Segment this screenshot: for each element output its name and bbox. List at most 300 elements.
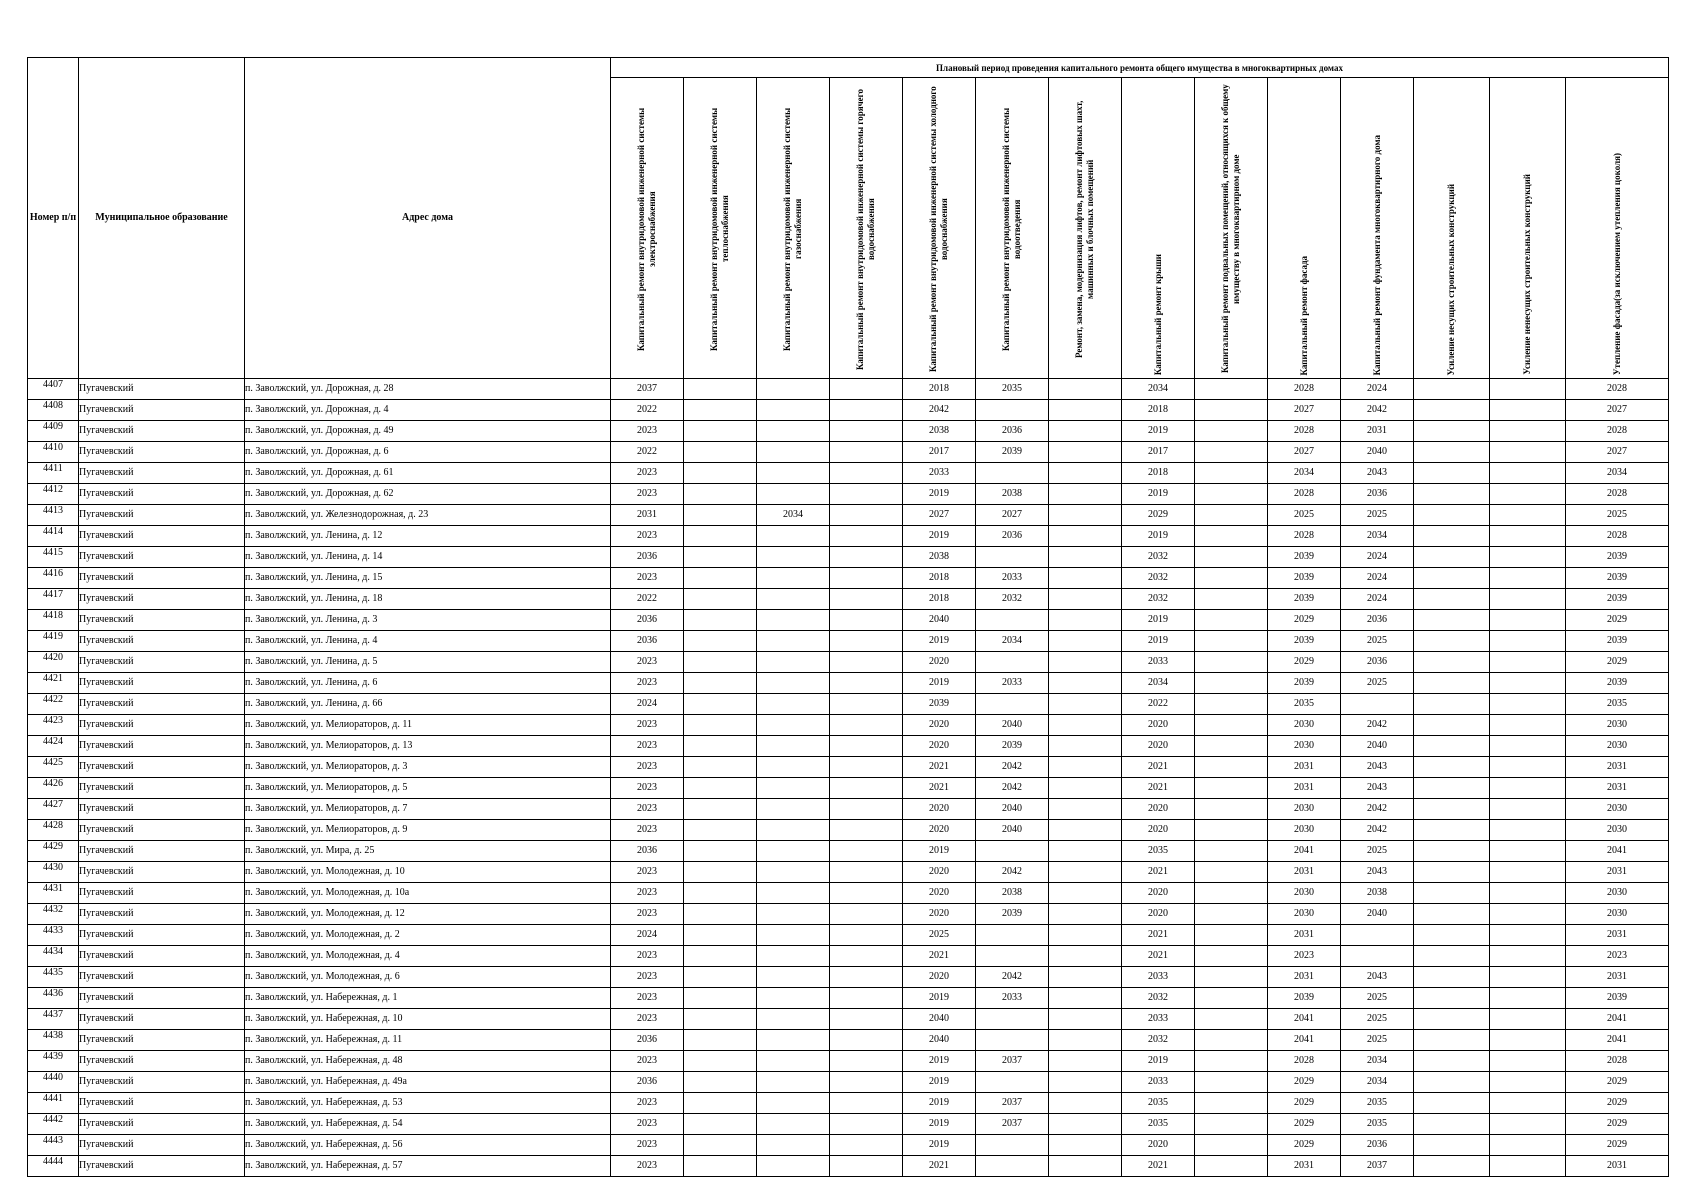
- year-cell: 2023: [611, 862, 684, 883]
- year-cell: 2034: [1566, 463, 1669, 484]
- year-cell: 2033: [1122, 967, 1195, 988]
- year-cell: 2032: [1122, 589, 1195, 610]
- row-number-cell: 4443: [28, 1135, 79, 1156]
- year-cell: 2041: [1268, 1030, 1341, 1051]
- year-cell: [1195, 862, 1268, 883]
- table-row: [28, 484, 1669, 505]
- municipality-cell: Пугачевский: [79, 1093, 245, 1114]
- year-cell: [684, 526, 757, 547]
- row-number-cell: 4414: [28, 526, 79, 547]
- year-cell: 2036: [1341, 1135, 1414, 1156]
- year-cell: [1490, 1009, 1566, 1030]
- year-cell: 2039: [1566, 631, 1669, 652]
- year-cell: [830, 547, 903, 568]
- year-cell: [1195, 1093, 1268, 1114]
- municipality-cell: Пугачевский: [79, 463, 245, 484]
- year-cell: [1049, 484, 1122, 505]
- year-cell: [757, 442, 830, 463]
- year-cell: 2025: [1341, 1030, 1414, 1051]
- year-cell: 2039: [1268, 988, 1341, 1009]
- year-cell: 2029: [1268, 610, 1341, 631]
- year-cell: 2021: [903, 757, 976, 778]
- year-cell: 2034: [1122, 379, 1195, 400]
- row-number-cell: 4428: [28, 820, 79, 841]
- address-cell: п. Заволжский, ул. Ленина, д. 66: [245, 694, 611, 715]
- year-cell: 2039: [1268, 547, 1341, 568]
- row-number-cell: 4439: [28, 1051, 79, 1072]
- year-cell: [1414, 505, 1490, 526]
- year-cell: 2023: [611, 799, 684, 820]
- year-cell: 2028: [1268, 379, 1341, 400]
- year-cell: 2031: [611, 505, 684, 526]
- year-cell: [684, 1051, 757, 1072]
- year-cell: 2020: [903, 862, 976, 883]
- address-cell: п. Заволжский, ул. Молодежная, д. 6: [245, 967, 611, 988]
- year-cell: [830, 925, 903, 946]
- year-cell: 2041: [1566, 1030, 1669, 1051]
- year-cell: [1490, 1030, 1566, 1051]
- year-cell: [1049, 526, 1122, 547]
- year-cell: [1490, 547, 1566, 568]
- address-cell: п. Заволжский, ул. Набережная, д. 49а: [245, 1072, 611, 1093]
- year-cell: 2038: [903, 547, 976, 568]
- address-cell: п. Заволжский, ул. Мелиораторов, д. 3: [245, 757, 611, 778]
- year-cell: 2023: [611, 1156, 684, 1177]
- year-cell: [757, 547, 830, 568]
- year-cell: [757, 736, 830, 757]
- year-cell: [684, 1093, 757, 1114]
- year-cell: [684, 484, 757, 505]
- municipality-cell: Пугачевский: [79, 631, 245, 652]
- year-cell: 2024: [611, 925, 684, 946]
- year-cell: 2023: [611, 568, 684, 589]
- year-cell: 2021: [903, 946, 976, 967]
- year-cell: [1414, 820, 1490, 841]
- table-row: [28, 631, 1669, 652]
- year-cell: 2030: [1268, 883, 1341, 904]
- year-cell: [830, 442, 903, 463]
- plan-period-header: Плановый период проведения капитального ремонта общего имущества в многоквартирных домах: [611, 58, 1669, 78]
- year-cell: [684, 589, 757, 610]
- year-cell: [830, 904, 903, 925]
- year-cell: 2030: [1566, 883, 1669, 904]
- year-cell: [684, 652, 757, 673]
- year-cell: 2025: [1341, 631, 1414, 652]
- address-cell: п. Заволжский, ул. Дорожная, д. 6: [245, 442, 611, 463]
- year-cell: [976, 463, 1049, 484]
- municipality-cell: Пугачевский: [79, 379, 245, 400]
- year-cell: [830, 988, 903, 1009]
- year-cell: [830, 484, 903, 505]
- year-cell: 2040: [903, 1009, 976, 1030]
- year-cell: 2023: [1566, 946, 1669, 967]
- year-cell: 2021: [1122, 946, 1195, 967]
- table-row: [28, 715, 1669, 736]
- year-cell: 2028: [1566, 1051, 1669, 1072]
- year-cell: [1414, 883, 1490, 904]
- row-number-cell: 4416: [28, 568, 79, 589]
- year-cell: 2019: [1122, 526, 1195, 547]
- year-cell: [1049, 988, 1122, 1009]
- year-cell: 2031: [1268, 925, 1341, 946]
- year-cell: 2028: [1268, 484, 1341, 505]
- year-cell: 2030: [1268, 715, 1341, 736]
- year-cell: [830, 757, 903, 778]
- row-number-cell: 4432: [28, 904, 79, 925]
- municipality-cell: Пугачевский: [79, 736, 245, 757]
- year-cell: [1049, 568, 1122, 589]
- year-cell: 2035: [1122, 1093, 1195, 1114]
- year-cell: 2027: [1268, 442, 1341, 463]
- year-cell: 2023: [611, 463, 684, 484]
- year-cell: [757, 1072, 830, 1093]
- year-cell: 2023: [611, 1009, 684, 1030]
- row-number-cell: 4440: [28, 1072, 79, 1093]
- number-column-header: Номер п/п: [28, 58, 79, 379]
- year-cell: 2020: [1122, 904, 1195, 925]
- year-cell: [1195, 967, 1268, 988]
- year-cell: [757, 757, 830, 778]
- year-cell: 2034: [1341, 526, 1414, 547]
- year-cell: [1049, 1051, 1122, 1072]
- year-cell: 2035: [976, 379, 1049, 400]
- year-cell: 2019: [1122, 631, 1195, 652]
- year-cell: [976, 1135, 1049, 1156]
- year-cell: [684, 1135, 757, 1156]
- table-row: [28, 526, 1669, 547]
- row-number-cell: 4413: [28, 505, 79, 526]
- year-cell: [684, 694, 757, 715]
- year-cell: [1195, 379, 1268, 400]
- year-cell: 2040: [1341, 904, 1414, 925]
- year-cell: [830, 631, 903, 652]
- year-cell: 2040: [976, 820, 1049, 841]
- year-cell: 2029: [1268, 1114, 1341, 1135]
- year-cell: 2019: [903, 841, 976, 862]
- year-cell: [830, 673, 903, 694]
- year-cell: 2036: [1341, 484, 1414, 505]
- table-row: [28, 841, 1669, 862]
- year-cell: [1049, 1114, 1122, 1135]
- row-number-cell: 4407: [28, 379, 79, 400]
- year-cell: 2035: [1268, 694, 1341, 715]
- municipality-cell: Пугачевский: [79, 883, 245, 904]
- year-cell: 2029: [1566, 1114, 1669, 1135]
- year-cell: [1490, 631, 1566, 652]
- year-cell: [1414, 589, 1490, 610]
- row-number-cell: 4431: [28, 883, 79, 904]
- table-row: [28, 1051, 1669, 1072]
- year-cell: [976, 1156, 1049, 1177]
- table-row: [28, 967, 1669, 988]
- work-type-column-header: [1195, 78, 1268, 379]
- year-cell: 2025: [903, 925, 976, 946]
- year-cell: [757, 1135, 830, 1156]
- year-cell: [830, 1114, 903, 1135]
- year-cell: [1195, 568, 1268, 589]
- year-cell: 2038: [1341, 883, 1414, 904]
- work-type-label: Капитальный ремонт внутридомовой инженерной системы газоснабжения: [782, 107, 803, 351]
- year-cell: 2030: [1268, 904, 1341, 925]
- year-cell: [1490, 862, 1566, 883]
- work-type-column-header: [976, 78, 1049, 379]
- year-cell: [684, 946, 757, 967]
- year-cell: [1049, 820, 1122, 841]
- municipality-cell: Пугачевский: [79, 400, 245, 421]
- table-row: [28, 400, 1669, 421]
- year-cell: [684, 1114, 757, 1135]
- row-number-cell: 4438: [28, 1030, 79, 1051]
- table-row: [28, 1156, 1669, 1177]
- address-cell: п. Заволжский, ул. Дорожная, д. 4: [245, 400, 611, 421]
- year-cell: [684, 862, 757, 883]
- year-cell: [1049, 400, 1122, 421]
- year-cell: 2029: [1566, 1072, 1669, 1093]
- year-cell: 2020: [903, 715, 976, 736]
- year-cell: 2021: [1122, 778, 1195, 799]
- year-cell: 2029: [1566, 1135, 1669, 1156]
- address-cell: п. Заволжский, ул. Ленина, д. 15: [245, 568, 611, 589]
- year-cell: [1490, 925, 1566, 946]
- year-cell: 2023: [611, 652, 684, 673]
- row-number-cell: 4410: [28, 442, 79, 463]
- year-cell: [830, 652, 903, 673]
- year-cell: [757, 1156, 830, 1177]
- year-cell: 2021: [1122, 1156, 1195, 1177]
- work-type-label: Капитальный ремонт фасада: [1298, 255, 1309, 375]
- year-cell: 2022: [611, 442, 684, 463]
- municipality-cell: Пугачевский: [79, 1009, 245, 1030]
- year-cell: [830, 799, 903, 820]
- address-cell: п. Заволжский, ул. Молодежная, д. 10а: [245, 883, 611, 904]
- municipality-cell: Пугачевский: [79, 799, 245, 820]
- year-cell: 2023: [611, 526, 684, 547]
- year-cell: 2019: [1122, 1051, 1195, 1072]
- year-cell: [1195, 1156, 1268, 1177]
- year-cell: [1195, 400, 1268, 421]
- year-cell: [1414, 757, 1490, 778]
- year-cell: [757, 967, 830, 988]
- year-cell: 2019: [903, 484, 976, 505]
- year-cell: 2041: [1268, 1009, 1341, 1030]
- year-cell: 2020: [903, 883, 976, 904]
- municipality-cell: Пугачевский: [79, 820, 245, 841]
- year-cell: [1049, 1030, 1122, 1051]
- table-row: [28, 568, 1669, 589]
- year-cell: 2033: [976, 673, 1049, 694]
- year-cell: 2021: [903, 1156, 976, 1177]
- municipality-cell: Пугачевский: [79, 526, 245, 547]
- year-cell: 2023: [611, 967, 684, 988]
- year-cell: 2039: [1268, 673, 1341, 694]
- year-cell: [1049, 841, 1122, 862]
- address-cell: п. Заволжский, ул. Ленина, д. 14: [245, 547, 611, 568]
- year-cell: 2037: [1341, 1156, 1414, 1177]
- year-cell: [1195, 778, 1268, 799]
- work-type-column-header: [1049, 78, 1122, 379]
- year-cell: 2029: [1122, 505, 1195, 526]
- year-cell: 2018: [1122, 400, 1195, 421]
- year-cell: [830, 820, 903, 841]
- year-cell: [1414, 631, 1490, 652]
- municipality-cell: Пугачевский: [79, 421, 245, 442]
- year-cell: 2030: [1566, 799, 1669, 820]
- year-cell: [1195, 463, 1268, 484]
- work-type-label: Капитальный ремонт внутридомовой инженерной системы теплоснабжения: [709, 107, 730, 351]
- year-cell: [1414, 799, 1490, 820]
- year-cell: 2032: [1122, 547, 1195, 568]
- address-cell: п. Заволжский, ул. Дорожная, д. 61: [245, 463, 611, 484]
- work-type-label: Капитальный ремонт внутридомовой инженерной системы электроснабжения: [636, 107, 657, 351]
- year-cell: [684, 1156, 757, 1177]
- municipality-cell: Пугачевский: [79, 589, 245, 610]
- year-cell: [1049, 1009, 1122, 1030]
- year-cell: [830, 841, 903, 862]
- year-cell: [757, 946, 830, 967]
- year-cell: [1195, 1030, 1268, 1051]
- year-cell: 2036: [976, 421, 1049, 442]
- municipality-cell: Пугачевский: [79, 946, 245, 967]
- year-cell: [1490, 799, 1566, 820]
- work-type-label: Ремонт, замена, модернизация лифтов, ремонт лифтовых шахт, машинных и блочных помещений: [1074, 100, 1095, 358]
- year-cell: 2036: [1341, 610, 1414, 631]
- table-row: [28, 1135, 1669, 1156]
- year-cell: [1195, 757, 1268, 778]
- work-type-label: Капитальный ремонт фундамента многоквартирного дома: [1371, 134, 1382, 375]
- year-cell: [1049, 505, 1122, 526]
- row-number-cell: 4433: [28, 925, 79, 946]
- year-cell: [1049, 883, 1122, 904]
- year-cell: 2019: [903, 631, 976, 652]
- year-cell: [1490, 883, 1566, 904]
- table-header: [28, 58, 1669, 379]
- year-cell: [1414, 547, 1490, 568]
- year-cell: 2040: [1341, 442, 1414, 463]
- year-cell: [684, 925, 757, 946]
- year-cell: 2029: [1268, 1135, 1341, 1156]
- year-cell: 2039: [1566, 988, 1669, 1009]
- municipality-column-header: Муниципальное образование: [79, 58, 245, 379]
- year-cell: 2037: [611, 379, 684, 400]
- municipality-cell: Пугачевский: [79, 925, 245, 946]
- year-cell: 2041: [1566, 841, 1669, 862]
- year-cell: [1195, 484, 1268, 505]
- table-row: [28, 757, 1669, 778]
- row-number-cell: 4422: [28, 694, 79, 715]
- year-cell: [1490, 610, 1566, 631]
- year-cell: 2025: [1341, 1009, 1414, 1030]
- year-cell: 2021: [1122, 925, 1195, 946]
- table-row: [28, 925, 1669, 946]
- municipality-cell: Пугачевский: [79, 862, 245, 883]
- year-cell: 2027: [903, 505, 976, 526]
- year-cell: 2039: [1566, 589, 1669, 610]
- address-cell: п. Заволжский, ул. Ленина, д. 6: [245, 673, 611, 694]
- year-cell: 2039: [1566, 673, 1669, 694]
- year-cell: [1341, 946, 1414, 967]
- year-cell: [757, 463, 830, 484]
- year-cell: [1049, 904, 1122, 925]
- address-cell: п. Заволжский, ул. Набережная, д. 10: [245, 1009, 611, 1030]
- year-cell: [1049, 757, 1122, 778]
- year-cell: [830, 778, 903, 799]
- address-cell: п. Заволжский, ул. Набережная, д. 11: [245, 1030, 611, 1051]
- table-row: [28, 1030, 1669, 1051]
- table-row: [28, 904, 1669, 925]
- year-cell: 2020: [903, 820, 976, 841]
- year-cell: [1195, 526, 1268, 547]
- year-cell: [1414, 400, 1490, 421]
- row-number-cell: 4426: [28, 778, 79, 799]
- year-cell: [830, 610, 903, 631]
- year-cell: 2023: [611, 484, 684, 505]
- year-cell: 2040: [976, 715, 1049, 736]
- year-cell: 2042: [976, 757, 1049, 778]
- year-cell: [1414, 1072, 1490, 1093]
- year-cell: 2027: [1268, 400, 1341, 421]
- year-cell: [1049, 547, 1122, 568]
- year-cell: 2034: [1341, 1072, 1414, 1093]
- municipality-cell: Пугачевский: [79, 1156, 245, 1177]
- year-cell: [1414, 1030, 1490, 1051]
- year-cell: [1049, 799, 1122, 820]
- year-cell: 2019: [903, 1051, 976, 1072]
- year-cell: 2031: [1566, 967, 1669, 988]
- municipality-cell: Пугачевский: [79, 505, 245, 526]
- address-cell: п. Заволжский, ул. Молодежная, д. 10: [245, 862, 611, 883]
- year-cell: [684, 463, 757, 484]
- year-cell: [1490, 379, 1566, 400]
- year-cell: [830, 526, 903, 547]
- year-cell: [684, 421, 757, 442]
- year-cell: [1490, 568, 1566, 589]
- year-cell: 2040: [903, 610, 976, 631]
- year-cell: 2035: [1341, 1114, 1414, 1135]
- year-cell: 2031: [1341, 421, 1414, 442]
- year-cell: [1414, 652, 1490, 673]
- year-cell: [1490, 400, 1566, 421]
- year-cell: [976, 1030, 1049, 1051]
- year-cell: [1490, 652, 1566, 673]
- year-cell: 2019: [903, 526, 976, 547]
- year-cell: 2042: [903, 400, 976, 421]
- year-cell: [1490, 526, 1566, 547]
- work-type-label: Капитальный ремонт внутридомовой инженерной системы горячего водоснабжения: [855, 88, 876, 370]
- year-cell: [757, 526, 830, 547]
- year-cell: [1490, 589, 1566, 610]
- address-cell: п. Заволжский, ул. Набережная, д. 48: [245, 1051, 611, 1072]
- year-cell: 2025: [1341, 673, 1414, 694]
- work-type-label: Усиление ненесущих строительных конструкций: [1522, 174, 1532, 375]
- municipality-cell: Пугачевский: [79, 484, 245, 505]
- work-type-label: Капитальный ремонт внутридомовой инженерной системы холодного водоснабжения: [928, 86, 949, 372]
- year-cell: 2023: [611, 946, 684, 967]
- year-cell: 2023: [611, 1135, 684, 1156]
- year-cell: 2029: [1268, 652, 1341, 673]
- year-cell: [1414, 1114, 1490, 1135]
- row-number-cell: 4418: [28, 610, 79, 631]
- address-cell: п. Заволжский, ул. Мелиораторов, д. 7: [245, 799, 611, 820]
- year-cell: [1490, 1072, 1566, 1093]
- year-cell: [1195, 946, 1268, 967]
- year-cell: 2018: [903, 589, 976, 610]
- year-cell: [1414, 463, 1490, 484]
- year-cell: [1195, 799, 1268, 820]
- year-cell: 2031: [1566, 1156, 1669, 1177]
- year-cell: 2036: [611, 547, 684, 568]
- year-cell: 2025: [1566, 505, 1669, 526]
- year-cell: [1490, 673, 1566, 694]
